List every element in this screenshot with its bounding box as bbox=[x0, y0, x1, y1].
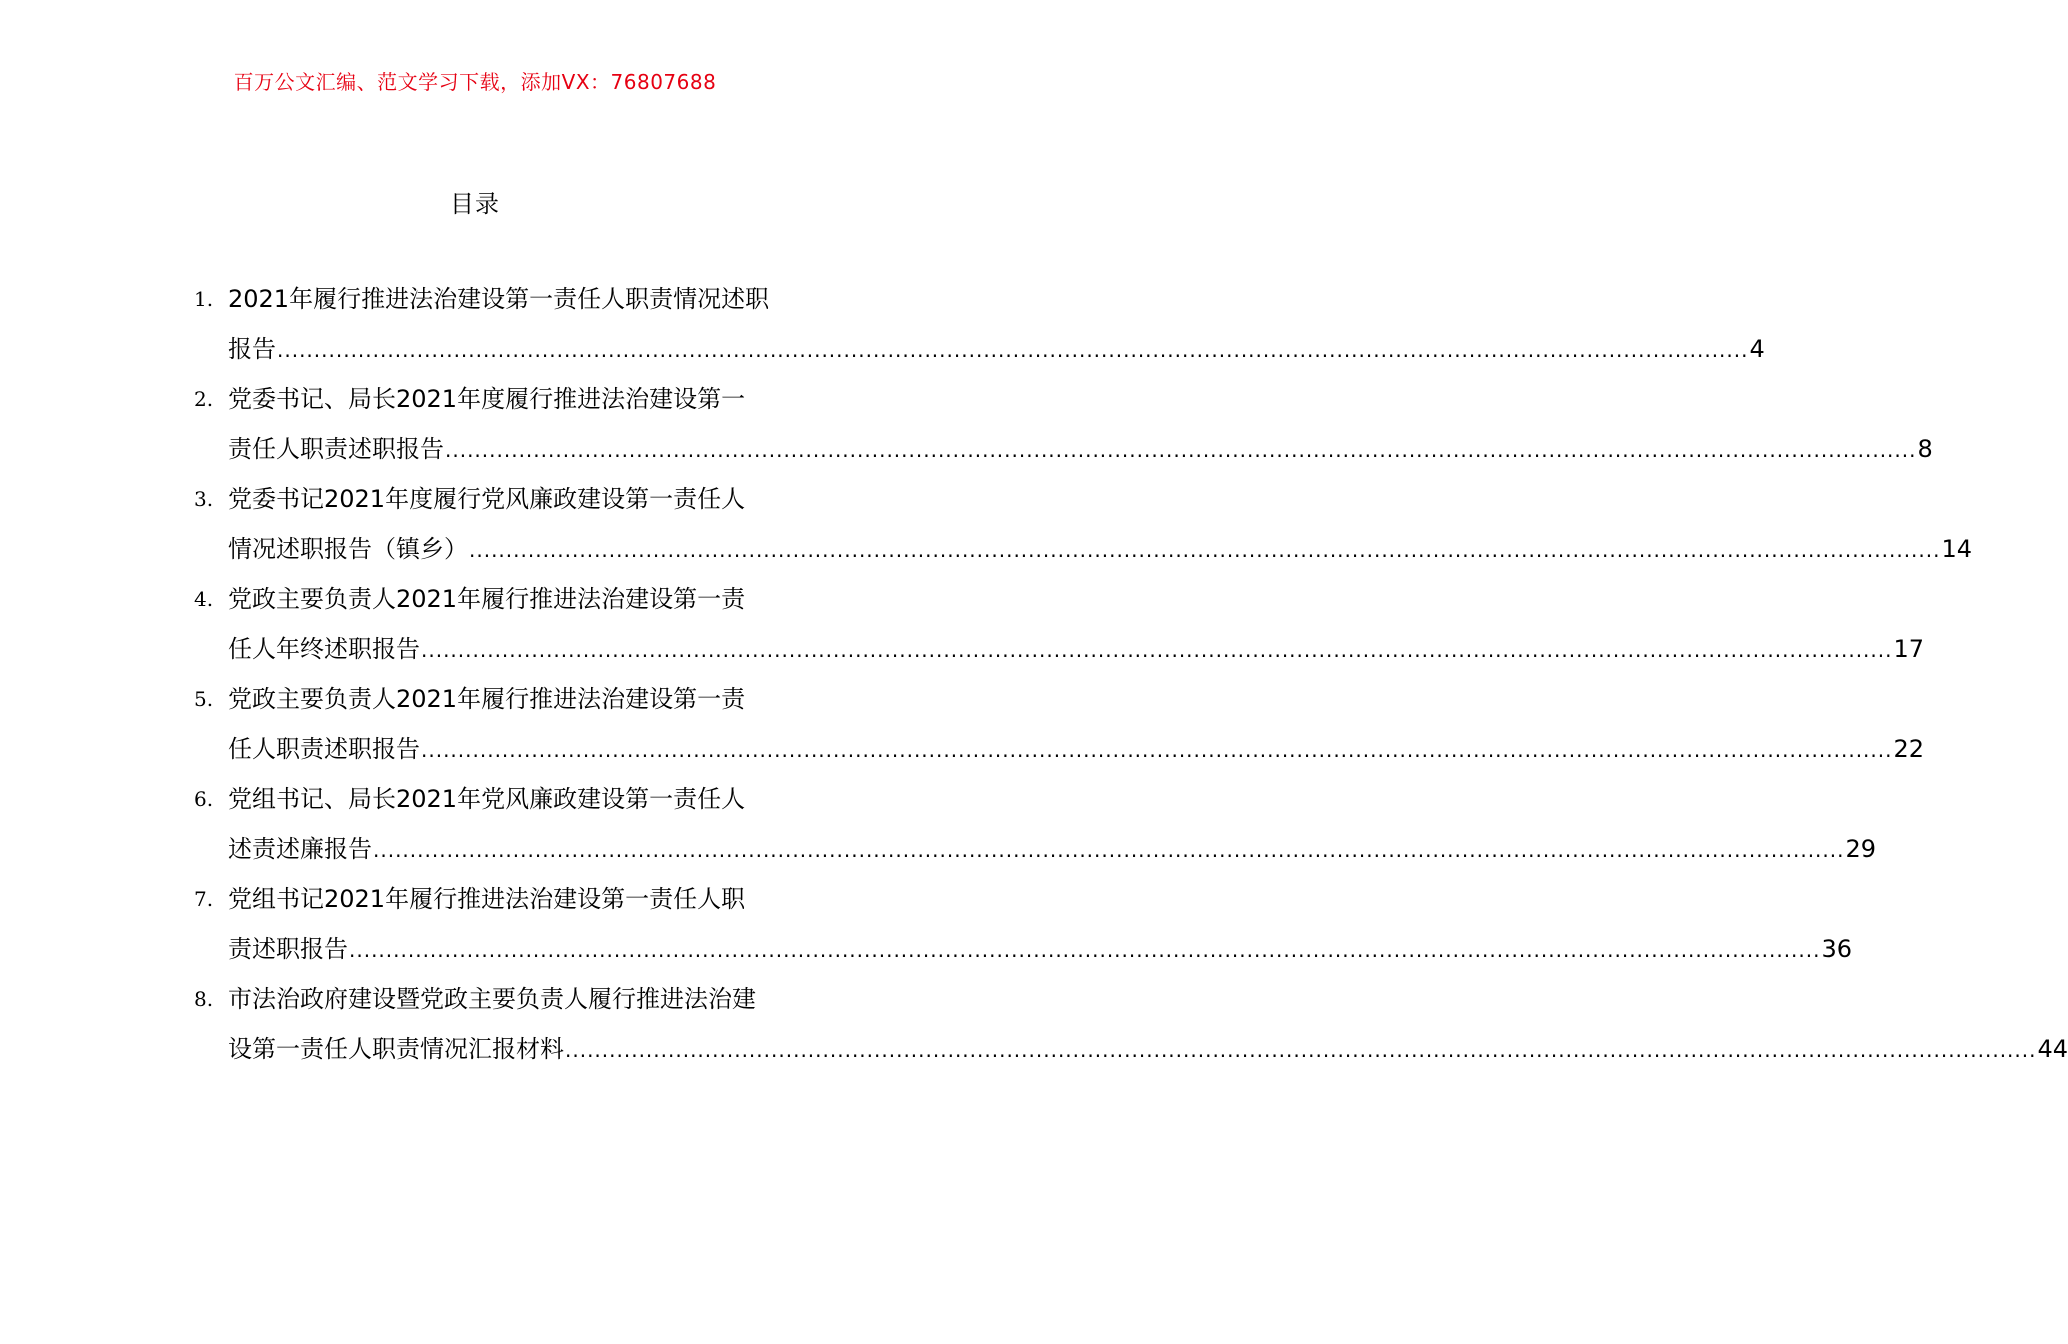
toc-item-page: 29 bbox=[1845, 835, 1877, 863]
toc-item-8[interactable] bbox=[194, 972, 2068, 1072]
toc-item-6[interactable] bbox=[194, 772, 1877, 872]
toc-item-title-line2 bbox=[228, 434, 1933, 465]
toc-item-title-line1: 市法治政府建设暨党政主要负责人履行推进法治建 bbox=[228, 985, 756, 1013]
toc-item-title-line2 bbox=[228, 634, 1925, 665]
toc-item-title-end: 责述职报告 bbox=[228, 935, 348, 963]
toc-item-3[interactable] bbox=[194, 472, 1973, 572]
toc-item-title-end: 设第一责任人职责情况汇报材料 bbox=[228, 1035, 564, 1063]
toc-leader-dots: ........................................................................................................................................................................................................ bbox=[421, 638, 1893, 662]
toc-item-number: 2. bbox=[194, 387, 214, 411]
toc-leader-dots: ........................................................................................................................................................................................................ bbox=[565, 1038, 2037, 1062]
toc-item-number: 5. bbox=[194, 687, 214, 711]
toc-leader-dots: ........................................................................................................................................................................................................ bbox=[349, 938, 1821, 962]
toc-item-number: 3. bbox=[194, 487, 214, 511]
toc-list bbox=[194, 272, 2068, 1072]
toc-item-page: 36 bbox=[1821, 935, 1853, 963]
toc-item-title-line2 bbox=[228, 934, 1853, 965]
toc-item-title-line2 bbox=[228, 534, 1973, 565]
toc-item-title-line1: 党政主要负责人2021年履行推进法治建设第一责 bbox=[228, 585, 746, 613]
toc-item-number: 6. bbox=[194, 787, 214, 811]
toc-item-title-end: 述责述廉报告 bbox=[228, 835, 372, 863]
toc-item-title-end: 任人年终述职报告 bbox=[228, 635, 420, 663]
toc-item-page: 4 bbox=[1749, 335, 1765, 363]
toc-item-title-end: 情况述职报告（镇乡） bbox=[228, 535, 468, 563]
header-note: 百万公文汇编、范文学习下载，添加VX：76807688 bbox=[233, 70, 717, 94]
toc-leader-dots: ........................................................................................................................................................................................................ bbox=[469, 538, 1941, 562]
toc-leader-dots: ........................................................................................................................................................................................................ bbox=[373, 838, 1845, 862]
toc-item-title-end: 报告 bbox=[228, 335, 276, 363]
toc-item-title-line2 bbox=[228, 834, 1877, 865]
toc-item-page: 22 bbox=[1893, 735, 1925, 763]
toc-leader-dots: ........................................................................................................................................................................................................ bbox=[421, 738, 1893, 762]
toc-leader-dots: ........................................................................................................................................................................................................ bbox=[277, 338, 1749, 362]
toc-item-title-line1: 党委书记2021年度履行党风廉政建设第一责任人 bbox=[228, 485, 746, 513]
toc-item-title-end: 任人职责述职报告 bbox=[228, 735, 420, 763]
page-title: 目录 bbox=[450, 190, 500, 218]
toc-item-title-line1: 党组书记2021年履行推进法治建设第一责任人职 bbox=[228, 885, 746, 913]
toc-item-number: 1. bbox=[194, 287, 214, 311]
toc-item-4[interactable] bbox=[194, 572, 1925, 672]
toc-item-number: 7. bbox=[194, 887, 214, 911]
toc-item-1[interactable] bbox=[194, 272, 1765, 372]
toc-item-page: 14 bbox=[1941, 535, 1973, 563]
toc-item-title-line1: 党组书记、局长2021年党风廉政建设第一责任人 bbox=[228, 785, 746, 813]
toc-item-title-line1: 党委书记、局长2021年度履行推进法治建设第一 bbox=[228, 385, 746, 413]
toc-item-page: 17 bbox=[1893, 635, 1925, 663]
toc-item-page: 8 bbox=[1917, 435, 1933, 463]
toc-item-2[interactable] bbox=[194, 372, 1933, 472]
toc-item-title-line2 bbox=[228, 734, 1925, 765]
toc-item-title-line2 bbox=[228, 1034, 2068, 1065]
toc-item-page: 44 bbox=[2037, 1035, 2068, 1063]
toc-item-title-line2 bbox=[228, 334, 1765, 365]
toc-item-title-line1: 党政主要负责人2021年履行推进法治建设第一责 bbox=[228, 685, 746, 713]
toc-item-title-line1: 2021年履行推进法治建设第一责任人职责情况述职 bbox=[228, 285, 770, 313]
toc-item-number: 8. bbox=[194, 987, 214, 1011]
toc-item-title-end: 责任人职责述职报告 bbox=[228, 435, 444, 463]
toc-item-number: 4. bbox=[194, 587, 214, 611]
toc-item-7[interactable] bbox=[194, 872, 1853, 972]
toc-leader-dots: ........................................................................................................................................................................................................ bbox=[445, 438, 1917, 462]
toc-item-5[interactable] bbox=[194, 672, 1925, 772]
